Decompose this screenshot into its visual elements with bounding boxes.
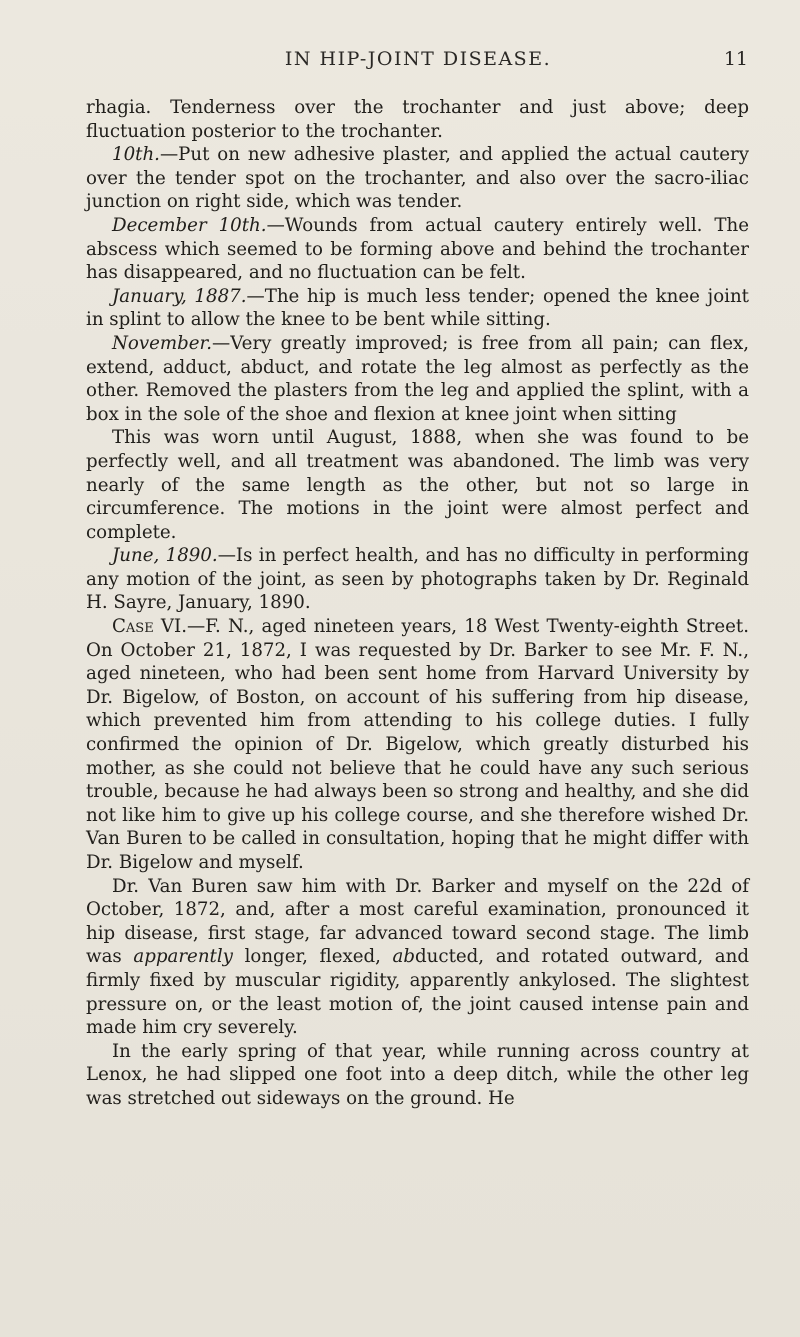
date-lead: 10th. [112,144,160,166]
emphasis-apparently: apparently [133,946,233,968]
case-heading: Case VI. [112,616,188,638]
date-lead: June, 1890. [112,545,218,567]
paragraph-9 [86,875,749,1040]
paragraph-text: This was worn until August, 1888, when she was found to be perfectly well, and all treatment was abandoned. The limb was very nearly of the same length as the other, but not so large in circumference. The motions in the joint were almost perfect and complete. [86,427,749,543]
paragraph-text: —F. N., aged nineteen years, 18 West Twenty-eighth Street. On October 21, 1872, I was requested by Dr. Barker to see Mr. F. N., aged nineteen, who had been sent home from Harvard University by Dr. Bigelow, of Boston, on account of his suffering from hip disease, which prevented him from attending to his college duties. I fully confirmed the opinion of Dr. Bigelow, which greatly disturbed his mother, as she could not believe that he could have any such serious trouble, because he had always been so strong and healthy, and she did not like him to give up his college course, and she therefore wished Dr. Van Buren to be called in consultation, hoping that he might differ with Dr. Bigelow and myself. [86,616,749,873]
paragraph-6 [86,426,749,544]
emphasis-ab: ab [392,946,416,968]
running-title: IN HIP-JOINT DISEASE. [284,48,552,70]
paragraph-text-tail: ducted, and rotated outward, and firmly fixed by muscular rigidity, apparently ankylosed. The slightest pressure on, or the least motion of, the joint caused intense pain and made him cry severely. [86,946,749,1039]
body-text [86,96,749,1111]
paragraph-5 [86,332,749,426]
paragraph-7 [86,544,749,615]
running-head [88,48,748,78]
date-lead: November. [112,332,213,354]
paragraph-text: Dr. Van Buren saw him with Dr. Barker and myself on the 22d of October, 1872, and, after a most careful examination, pronounced it hip disease, first stage, far advanced toward second stage. The limb was [86,875,749,968]
paragraph-text: rhagia. Tenderness over the trochanter and just above; deep fluctuation posterior to the trochanter. [86,97,749,142]
paragraph-text: In the early spring of that year, while running across country at Lenox, he had slipped one foot into a deep ditch, while the other leg was stretched out sideways on the ground. He [86,1040,749,1109]
paragraph-2 [86,143,749,214]
paragraph-text: —The hip is much less tender; opened the knee joint in splint to allow the knee to be bent while sitting. [86,285,749,331]
paragraph-8 [86,615,749,875]
date-lead: December 10th. [112,214,267,236]
paragraph-4 [86,285,749,332]
paragraph-text: —Is in perfect health, and has no difficulty in performing any motion of the joint, as seen by photographs taken by Dr. Reginald H. Sayre, January, 1890. [86,545,749,614]
page-number: 11 [723,48,748,70]
paragraph-1 [86,96,749,143]
date-lead: January, 1887. [112,285,247,307]
paragraph-3 [86,214,749,285]
paragraph-10 [86,1040,749,1111]
paragraph-text-mid: longer, flexed, [232,946,393,968]
paragraph-text: —Very greatly improved; is free from all pain; can flex, extend, adduct, abduct, and rotate the leg almost as perfectly as the other. Removed the plasters from the leg and applied the splint, with a box in the sole of the shoe and flexion at knee joint when sitting [86,332,749,425]
paragraph-text: —Put on new adhesive plaster, and applied the actual cautery over the tender spot on the trochanter, and also over the sacro-iliac junction on right side, which was tender. [86,144,749,213]
paragraph-text: —Wounds from actual cautery entirely well. The abscess which seemed to be forming above and behind the trochanter has disappeared, and no fluctuation can be felt. [86,214,749,284]
